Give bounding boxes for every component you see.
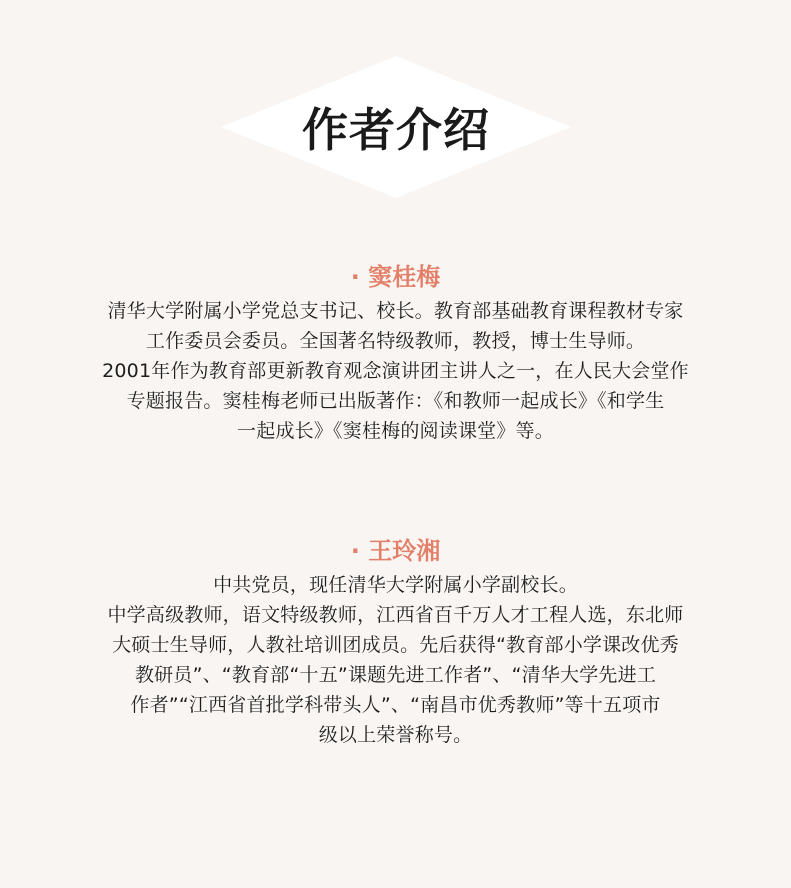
page-title: 作者介绍 (302, 103, 490, 157)
bio-line: 中学高级教师，语文特级教师，江西省百千万人才工程人选，东北师 (107, 604, 684, 626)
bio-line: 专题报告。窦桂梅老师已出版著作：《和教师一起成长》《和学生 (126, 390, 665, 412)
bio-line: 中共党员，现任清华大学附属小学副校长。 (213, 574, 578, 596)
bio-line: 级以上荣誉称号。 (318, 724, 473, 746)
author-bio (66, 296, 726, 446)
bio-line: 工作委员会委员。全国著名特级教师，教授，博士生导师。 (145, 330, 646, 352)
title-badge (221, 56, 571, 198)
bio-line: 清华大学附属小学党总支书记、校长。教育部基础教育课程教材专家 (107, 300, 684, 322)
author-bio (66, 570, 726, 750)
bio-line: 一起成长》《窦桂梅的阅读课堂》等。 (237, 420, 554, 442)
author-section-wang (0, 532, 791, 750)
bio-line: 作者”“江西省首批学科带头人”、“南昌市优秀教师”等十五项市 (130, 694, 661, 716)
bio-line: 2001年作为教育部更新教育观念演讲团主讲人之一，在人民大会堂作 (102, 360, 689, 382)
author-name: · 王玲湘 (350, 537, 441, 565)
bio-line: 大硕士生导师，人教社培训团成员。先后获得“教育部小学课改优秀 (112, 634, 679, 656)
author-name: · 窦桂梅 (350, 263, 441, 291)
bio-line: 教研员”、“教育部“十五”课题先进工作者”、“清华大学先进工 (134, 664, 657, 686)
author-section-dou (0, 258, 791, 446)
